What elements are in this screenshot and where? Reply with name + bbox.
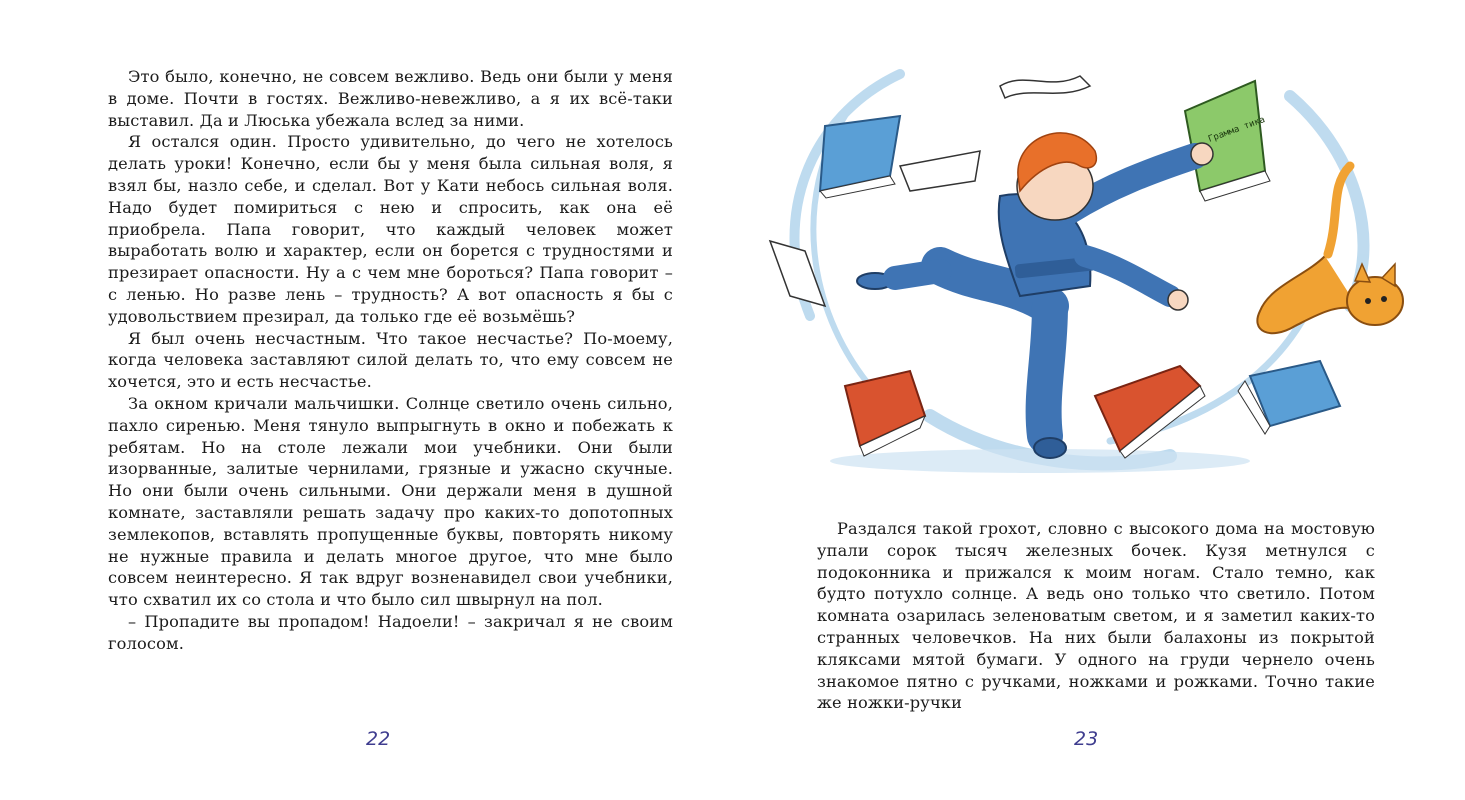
illustration <box>750 56 1430 486</box>
paragraph: Я был очень несчастным. Что такое несчастье? По-моему, когда человека заставляют силой делать то, что ему совсем не хочется, это и есть несчастье. <box>108 328 673 392</box>
cat-figure <box>1257 166 1403 333</box>
book-cover-text: Грамма тика <box>1207 115 1267 145</box>
paper-sheet <box>1000 76 1090 98</box>
blue-book-bottom <box>1238 361 1340 434</box>
blue-book-top <box>820 116 900 198</box>
paragraph: За окном кричали мальчишки. Солнце светило очень сильно, пахло сиренью. Меня тянуло выпрыгнуть в окно и побежать к ребятам. Но на столе лежали мои учебники. Они были изорванные, залитые чернилами, грязные и ужасно скучные. Но они были очень сильными. Они держали меня в душной комнате, заставляли решать задачу про каких-то допотопных землекопов, вставлять пропущенные буквы, повторять никому не нужные правила и делать многое другое, что мне было совсем неинтересно. Я так вдруг возненавидел свои учебники, что схватил их со стола и что было сил швырнул на пол. <box>108 393 673 610</box>
paper-sheet <box>900 151 980 191</box>
right-page <box>732 0 1465 800</box>
red-book-left <box>845 371 925 456</box>
right-page-text <box>817 518 1375 714</box>
left-page <box>0 0 732 800</box>
paragraph: Это было, конечно, не совсем вежливо. Ведь они были у меня в доме. Почти в гостях. Вежливо-невежливо, а я их всё-таки выставил. Да и Люська убежала вслед за ними. <box>108 67 673 130</box>
paragraph: Раздался такой грохот, словно с высокого дома на мостовую упали сорок тысяч железных бочек. Кузя метнулся с подоконника и прижался к моим ногам. Стало темно, как будто потухло солнце. А ведь оно только что светило. Потом комната озарилась зеленоватым светом, и я заметил каких-то странных человечков. На них были балахоны из покрытой кляксами мятой бумаги. У одного на груди чернело очень знакомое пятно с ручками, ножками и рожками. Точно такие же ножки-ручки <box>817 519 1375 713</box>
paragraph: – Пропадите вы пропадом! Надоели! – закричал я не своим голосом. <box>108 611 673 653</box>
page-number-right: 23 <box>1074 728 1099 750</box>
left-page-text <box>108 66 673 655</box>
page-number-left: 22 <box>366 728 391 750</box>
green-book <box>1185 81 1270 201</box>
paragraph: Я остался один. Просто удивительно, до чего не хотелось делать уроки! Конечно, если бы у меня была сильная воля, я взял бы, назло себе, и сделал. Вот у Кати небось сильная воля. Надо будет помириться с нею и спросить, как она её приобрела. Папа говорит, что каждый человек может выработать волю и характер, если он борется с трудностями и презирает опасности. Ну а с чем мне бороться? Папа говорит – с ленью. Но разве лень – трудность? А вот опасность я бы с удовольствием презирал, да только где её возьмёшь? <box>108 132 673 326</box>
